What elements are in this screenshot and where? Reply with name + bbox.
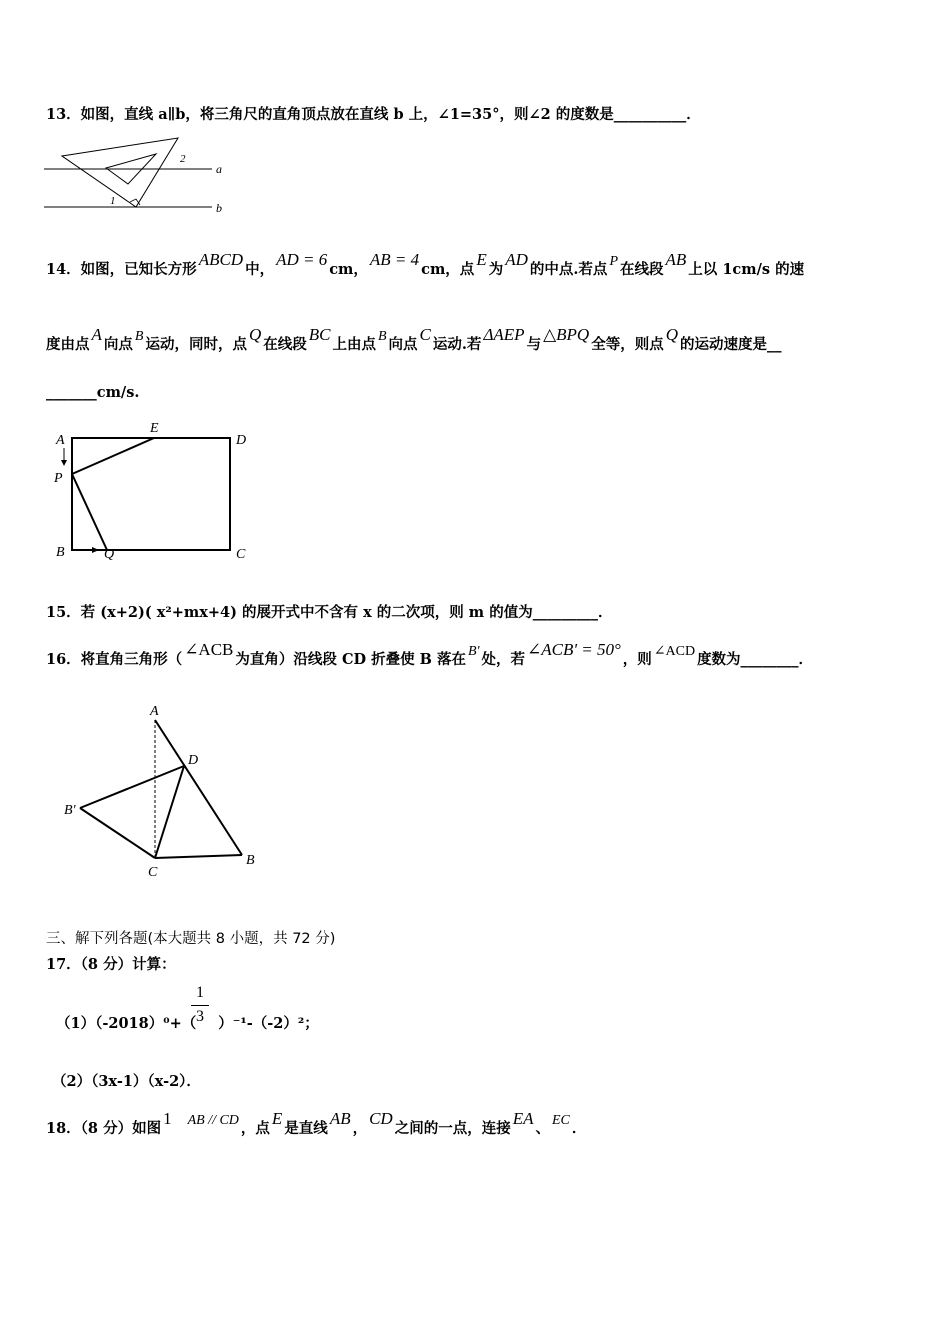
fraction-denominator: 3 [196, 1008, 204, 1025]
q14-line-1: 14．如图，已知长方形ABCD中，AD = 6cm，AB = 4cm，点E为AD的中点.若点 P 在线段AB上以 1cm/s 的速 [46, 250, 805, 278]
q14-line-2: 度由点A向点 B 运动，同时，点Q在线段BC上由点 B 向点C运动.若ΔAEP与△BPQ全等，则点Q的运动速度是__ [46, 325, 782, 353]
q17-title: 17．（8 分）计算： [46, 956, 176, 973]
fraction-bar [191, 1005, 209, 1006]
label-P: P [54, 471, 63, 486]
q14-rectangle-figure [50, 420, 260, 565]
segment-pq [72, 474, 107, 550]
label-C: C [148, 865, 158, 880]
segment-cb [155, 855, 242, 858]
q13-figure [44, 136, 244, 218]
label-Bprime: B' [64, 803, 76, 818]
segment-pe [72, 438, 154, 474]
arrow-down-head [61, 460, 67, 466]
label-2: 2 [180, 153, 186, 165]
label-A: A [56, 433, 65, 448]
label-B: B [246, 853, 255, 868]
label-B: B [56, 545, 65, 560]
segment-bpc [80, 808, 155, 858]
q15-text: 15．若 (x+2)( x²+mx+4) 的展开式中不含有 x 的二次项，则 m 的值为_________． [46, 604, 613, 621]
rect-abcd [72, 438, 230, 550]
label-C: C [236, 547, 246, 562]
arrow-right-head [92, 547, 99, 553]
label-D: D [188, 753, 199, 768]
q14-line-3: _______cm/s. [46, 384, 140, 401]
segment-cd [155, 766, 184, 858]
q18-text: 18．（8 分）如图1 AB // CD ，点E是直线AB，CD之间的一点，连接EA、 EC ． [46, 1109, 587, 1137]
label-A: A [150, 704, 159, 719]
q17-part-1: （1）（-2018）⁰+（ ）⁻¹-（-2）²； [56, 1015, 319, 1032]
label-a: a [216, 162, 222, 176]
q16-text: 16．将直角三角形（∠ACB为直角）沿线段 CD 折叠使 B 落在 B' 处，若∠ACB' = 50°，则 ∠ACD 度数为________． [46, 640, 814, 668]
fraction-numerator: 1 [196, 984, 204, 1001]
label-Q: Q [104, 547, 115, 562]
q16-triangle-figure [60, 700, 270, 885]
q17-part-2: （2）（3x-1）（x-2）． [52, 1073, 201, 1090]
label-b: b [216, 201, 222, 215]
section-3-title: 三、解下列各题(本大题共 8 小题，共 72 分) [46, 931, 336, 947]
label-D: D [236, 433, 247, 448]
segment-ab [155, 720, 242, 855]
triangle-ruler-outer [62, 138, 178, 207]
segment-bpd [80, 766, 184, 808]
label-1: 1 [110, 195, 116, 207]
q13-text: 13．如图，直线 a∥b，将三角尺的直角顶点放在直线 b 上，∠1=35°，则∠2 的度数是__________． [46, 106, 701, 123]
label-E: E [150, 421, 159, 436]
